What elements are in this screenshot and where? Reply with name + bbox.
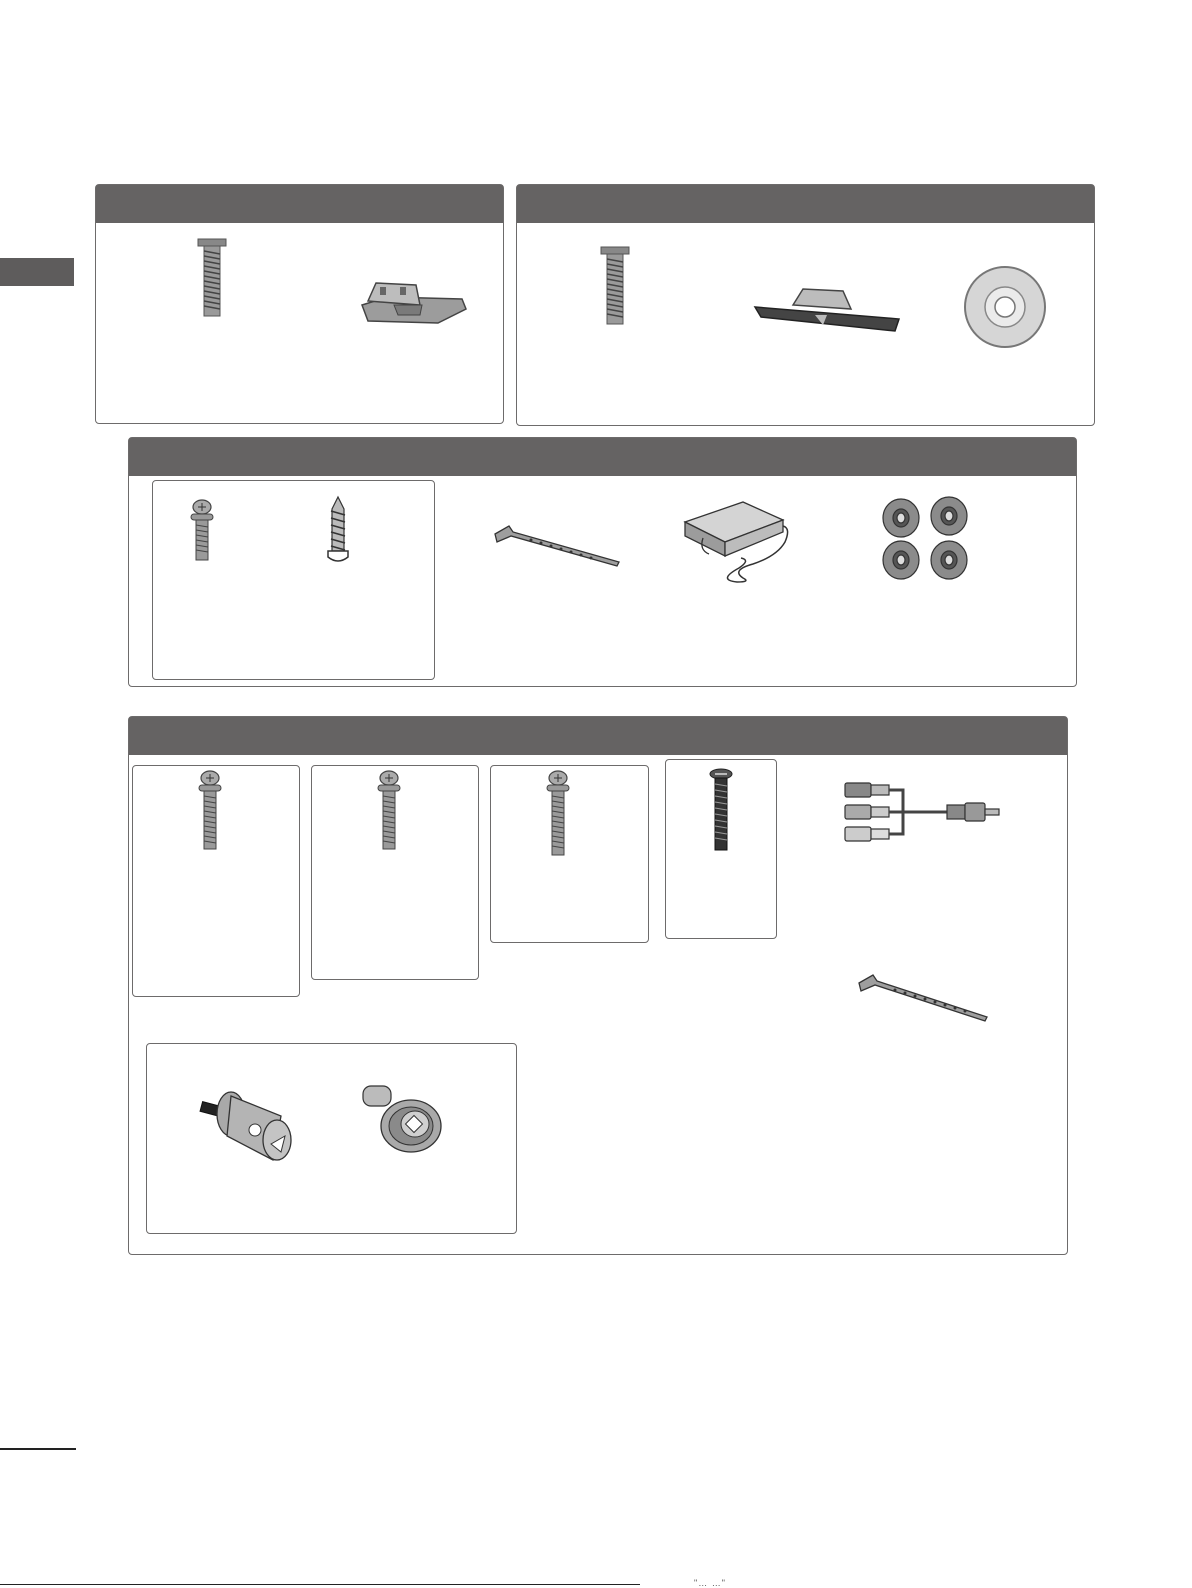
cable-tie-icon	[491, 522, 621, 572]
footer-marks: "… …"	[694, 1578, 726, 1588]
footer-rule	[0, 1584, 640, 1585]
screw-box-3	[490, 765, 649, 943]
stand-base-icon	[358, 275, 470, 327]
fastener-box	[146, 1043, 517, 1234]
panel-header	[129, 717, 1067, 755]
cable-tie-icon	[855, 969, 989, 1025]
screw-washer-icon	[374, 770, 404, 852]
screw-set-box	[152, 480, 435, 680]
screw-washer-icon	[187, 499, 217, 563]
ferrite-cores-icon	[881, 498, 977, 580]
cd-icon	[963, 265, 1047, 349]
wood-screw-icon	[325, 495, 351, 565]
swivel-joint-icon	[197, 1082, 307, 1168]
screw-box-1	[132, 765, 300, 997]
accessory-panel-2	[516, 184, 1095, 426]
screw-box-2	[311, 765, 479, 980]
av-cable-icon	[841, 779, 1005, 845]
page-rule	[0, 1448, 76, 1450]
machine-bolt-icon	[706, 768, 736, 852]
accessory-panel-4	[128, 716, 1068, 1255]
power-adapter-icon	[681, 494, 793, 584]
screw-washer-icon	[195, 770, 225, 852]
bolt-icon	[595, 245, 635, 327]
panel-header	[517, 185, 1094, 223]
spacer-screw-icon	[359, 1082, 449, 1158]
accessory-panel-1	[95, 184, 504, 424]
stand-body-icon	[753, 285, 903, 333]
panel-header	[96, 185, 503, 223]
bolt-icon	[192, 237, 232, 319]
screw-box-4	[665, 759, 777, 939]
chapter-tab	[0, 258, 74, 286]
accessory-panel-3	[128, 437, 1077, 687]
screw-washer-icon	[543, 770, 573, 858]
panel-header	[129, 438, 1076, 476]
